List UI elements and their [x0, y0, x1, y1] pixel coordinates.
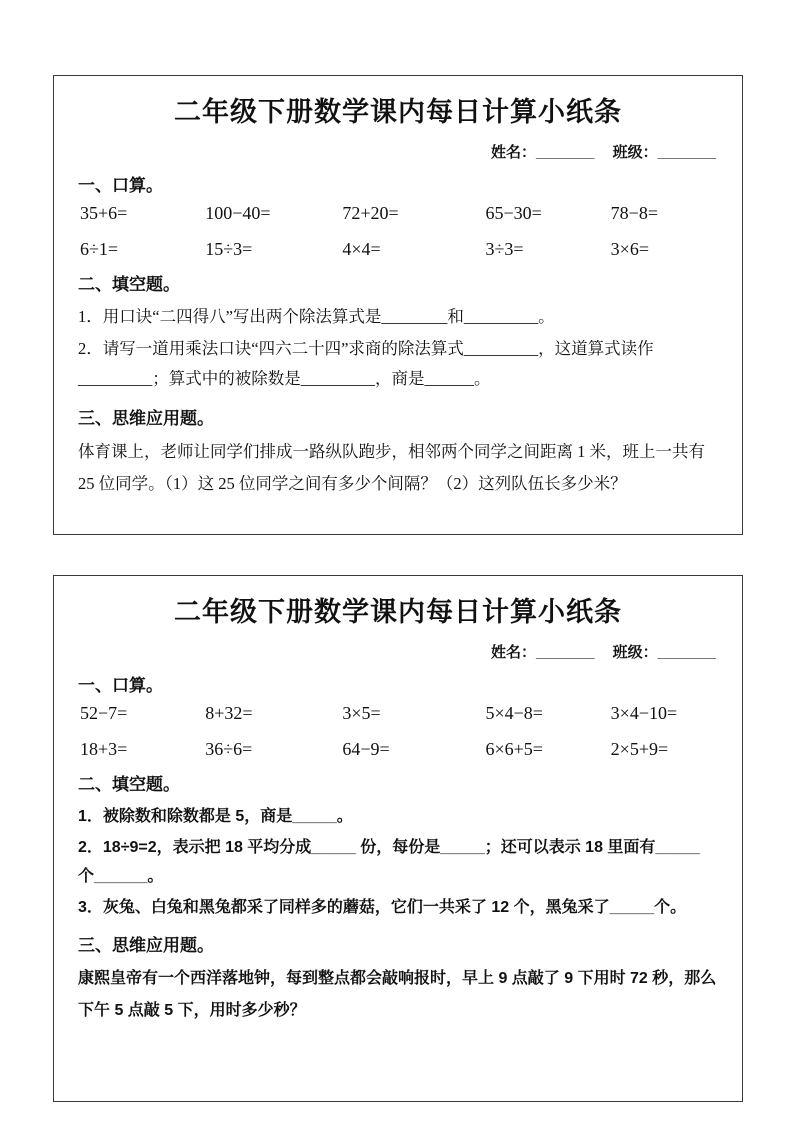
oral-problem: 3÷3=: [485, 239, 524, 259]
name-field-label: 姓名：_______: [491, 144, 595, 161]
oral-problem: 3×5=: [342, 703, 381, 723]
class-field-label: 班级：_______: [612, 644, 716, 661]
oral-problem: 36÷6=: [205, 739, 253, 759]
fill-blank-item: 2．18÷9=2，表示把 18 平均分成_____ 份，每份是_____；还可以表示 18 里面有_____ 个______。: [78, 838, 700, 886]
student-info-line: [78, 141, 716, 162]
name-field-label: 姓名：_______: [491, 644, 595, 661]
oral-problem: 72+20=: [342, 203, 399, 223]
section-heading-blanks: 二、填空题。: [78, 775, 180, 794]
section-heading-application: 三、思维应用题。: [78, 936, 214, 956]
oral-problem: 64−9=: [342, 739, 390, 759]
oral-problem: 65−30=: [485, 203, 542, 223]
oral-problem: 6÷1=: [80, 239, 119, 259]
section-heading-oral: 一、口算。: [78, 176, 163, 195]
oral-problem: 8+32=: [205, 703, 253, 723]
application-problem: 康熙皇帝有一个西洋落地钟，每到整点都会敲响报时，早上 9 点敲了 9 下用时 72 秒，那么下午 5 点敲 5 下，用时多少秒？: [78, 970, 717, 1019]
oral-problem: 6×6+5=: [485, 739, 543, 759]
fill-blank-item: 1．被除数和除数都是 5，商是_____。: [78, 808, 353, 825]
oral-problem: 18+3=: [80, 739, 128, 759]
fill-blank-item: 2．请写一道用乘法口诀“四六二十四”求商的除法算式_________，这道算式读作_________；算式中的被除数是_________，商是______。: [78, 338, 654, 389]
application-problem: 体育课上，老师让同学们排成一路纵队跑步，相邻两个同学之间距离 1 米，班上一共有 25 位同学。（1）这 25 位同学之间有多少个间隔？（2）这列队伍长多少米？: [78, 441, 705, 493]
oral-problem: 78−8=: [610, 203, 658, 223]
worksheet-card-2: [53, 575, 743, 1102]
section-heading-application: 三、思维应用题。: [78, 408, 214, 428]
oral-problem: 2×5+9=: [610, 739, 669, 759]
oral-problem: 4×4=: [342, 239, 381, 259]
oral-problem: 5×4−8=: [485, 703, 543, 723]
worksheet-title: 二年级下册数学课内每日计算小纸条: [174, 97, 622, 127]
oral-calculation-grid: [80, 203, 718, 260]
oral-problem: 3×4−10=: [610, 703, 678, 723]
fill-blank-item: 1．用口诀“二四得八”写出两个除法算式是________和_________。: [78, 307, 555, 326]
oral-problem: 3×6=: [610, 239, 649, 259]
oral-problem: 100−40=: [205, 203, 271, 223]
worksheet-card-1: [53, 75, 743, 535]
section-heading-oral: 一、口算。: [78, 676, 163, 695]
oral-problem: 35+6=: [80, 203, 128, 223]
worksheet-title: 二年级下册数学课内每日计算小纸条: [174, 597, 622, 627]
oral-problem: 15÷3=: [205, 239, 253, 259]
fill-blank-item: 3．灰兔、白兔和黑兔都采了同样多的蘑菇，它们一共采了 12 个，黑兔采了_____个。: [78, 898, 687, 916]
student-info-line: [78, 641, 716, 662]
oral-calculation-grid: [80, 703, 718, 760]
oral-problem: 52−7=: [80, 703, 128, 723]
section-heading-blanks: 二、填空题。: [78, 275, 180, 294]
class-field-label: 班级：_______: [612, 144, 716, 161]
